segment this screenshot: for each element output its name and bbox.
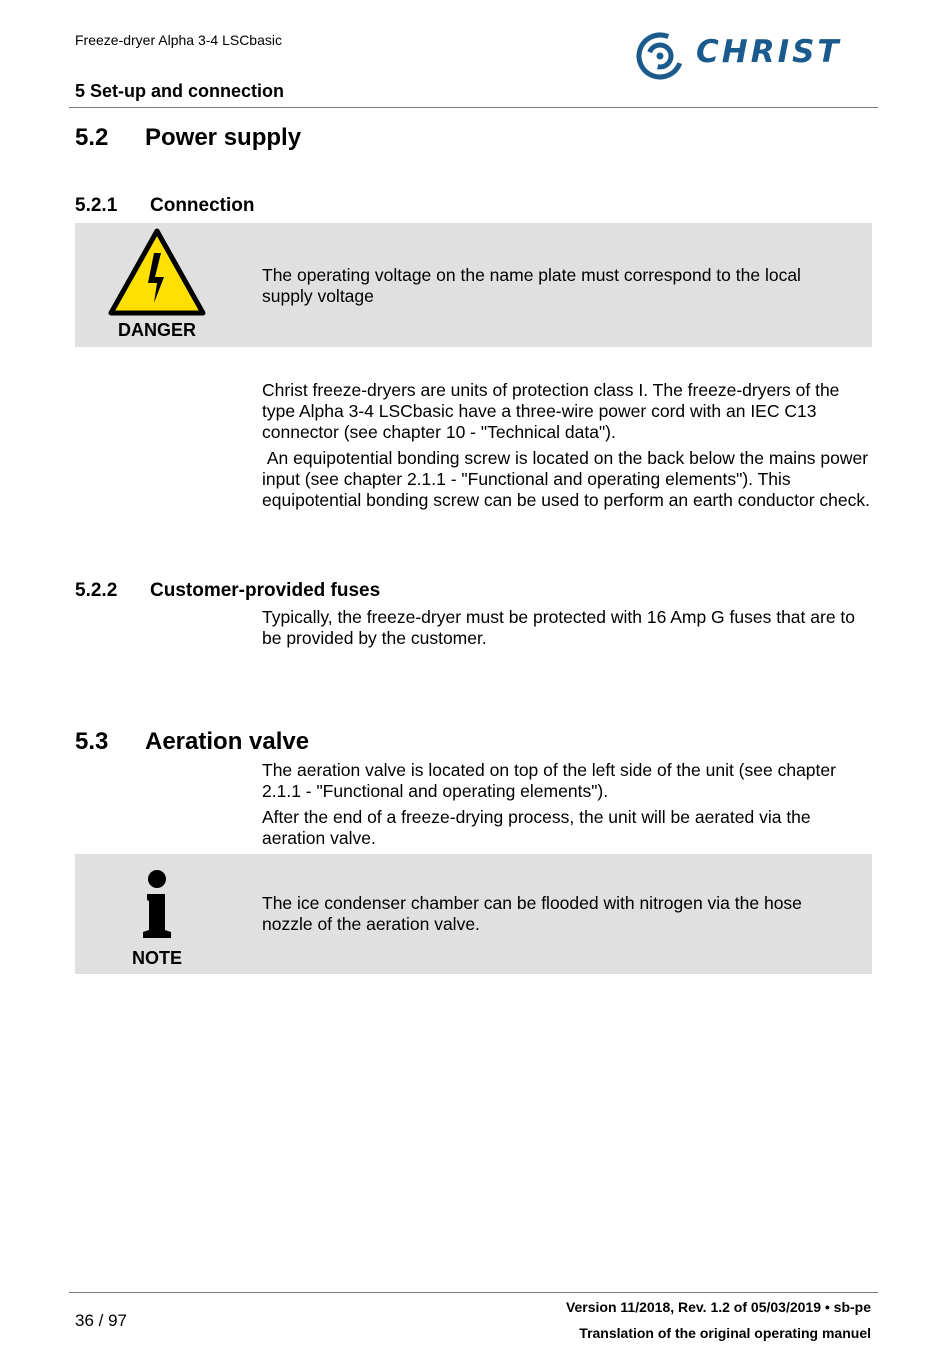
section-5-2-1-heading bbox=[75, 195, 255, 217]
connection-paragraph-2: An equipotential bonding screw is located on the back below the mains power input (see chapter 2.1.1 - "Functional and operating elements"). This equipotential bonding screw can be used to perform an earth conductor check. bbox=[262, 448, 873, 510]
section-title: Power supply bbox=[145, 124, 302, 151]
footer-divider bbox=[69, 1292, 878, 1293]
section-number: 5.2 bbox=[75, 124, 109, 151]
fuses-paragraph: Typically, the freeze-dryer must be protected with 16 Amp G fuses that are to be provided by the customer. bbox=[262, 607, 856, 648]
aeration-paragraph-1: The aeration valve is located on top of the left side of the unit (see chapter 2.1.1 - "Functional and operating elements"). bbox=[262, 760, 836, 801]
chapter-title: 5 Set-up and connection bbox=[75, 81, 285, 101]
aeration-paragraph-2: After the end of a freeze-drying process, the unit will be aerated via the aeration valve. bbox=[262, 807, 811, 848]
header-divider bbox=[69, 107, 878, 108]
info-icon bbox=[137, 868, 177, 940]
logo-wordmark: CHRIST bbox=[696, 34, 842, 70]
section-title: Connection bbox=[150, 195, 255, 216]
danger-label: DANGER bbox=[117, 320, 196, 340]
note-text: The ice condenser chamber can be flooded with nitrogen via the hose nozzle of the aeration valve. bbox=[262, 893, 802, 934]
section-title: Customer-provided fuses bbox=[150, 580, 381, 601]
section-number: 5.3 bbox=[75, 728, 109, 755]
section-5-3-heading bbox=[75, 728, 309, 756]
section-number: 5.2.2 bbox=[75, 580, 118, 601]
version-info: Version 11/2018, Rev. 1.2 of 05/03/2019 • sb-pe bbox=[565, 1299, 871, 1315]
product-name: Freeze-dryer Alpha 3-4 LSCbasic bbox=[75, 32, 282, 48]
christ-logo-emblem-icon bbox=[636, 30, 688, 82]
danger-text: The operating voltage on the name plate must correspond to the local supply voltage bbox=[262, 265, 801, 306]
high-voltage-warning-icon bbox=[107, 227, 207, 317]
danger-box bbox=[75, 223, 872, 347]
note-label: NOTE bbox=[131, 948, 182, 968]
translation-note: Translation of the original operating manuel bbox=[579, 1325, 871, 1341]
section-number: 5.2.1 bbox=[75, 195, 118, 216]
connection-paragraph-1: Christ freeze-dryers are units of protection class I. The freeze-dryers of the type Alpha 3-4 LSCbasic have a three-wire power cord with an IEC C13 connector (see chapter 10 - "Technical data"). bbox=[262, 380, 840, 442]
note-box bbox=[75, 854, 872, 974]
page-number: 36 / 97 bbox=[75, 1311, 127, 1330]
section-5-2-2-heading bbox=[75, 580, 380, 602]
section-5-2-heading bbox=[75, 124, 301, 152]
section-title: Aeration valve bbox=[145, 728, 310, 755]
christ-logo bbox=[636, 30, 874, 82]
